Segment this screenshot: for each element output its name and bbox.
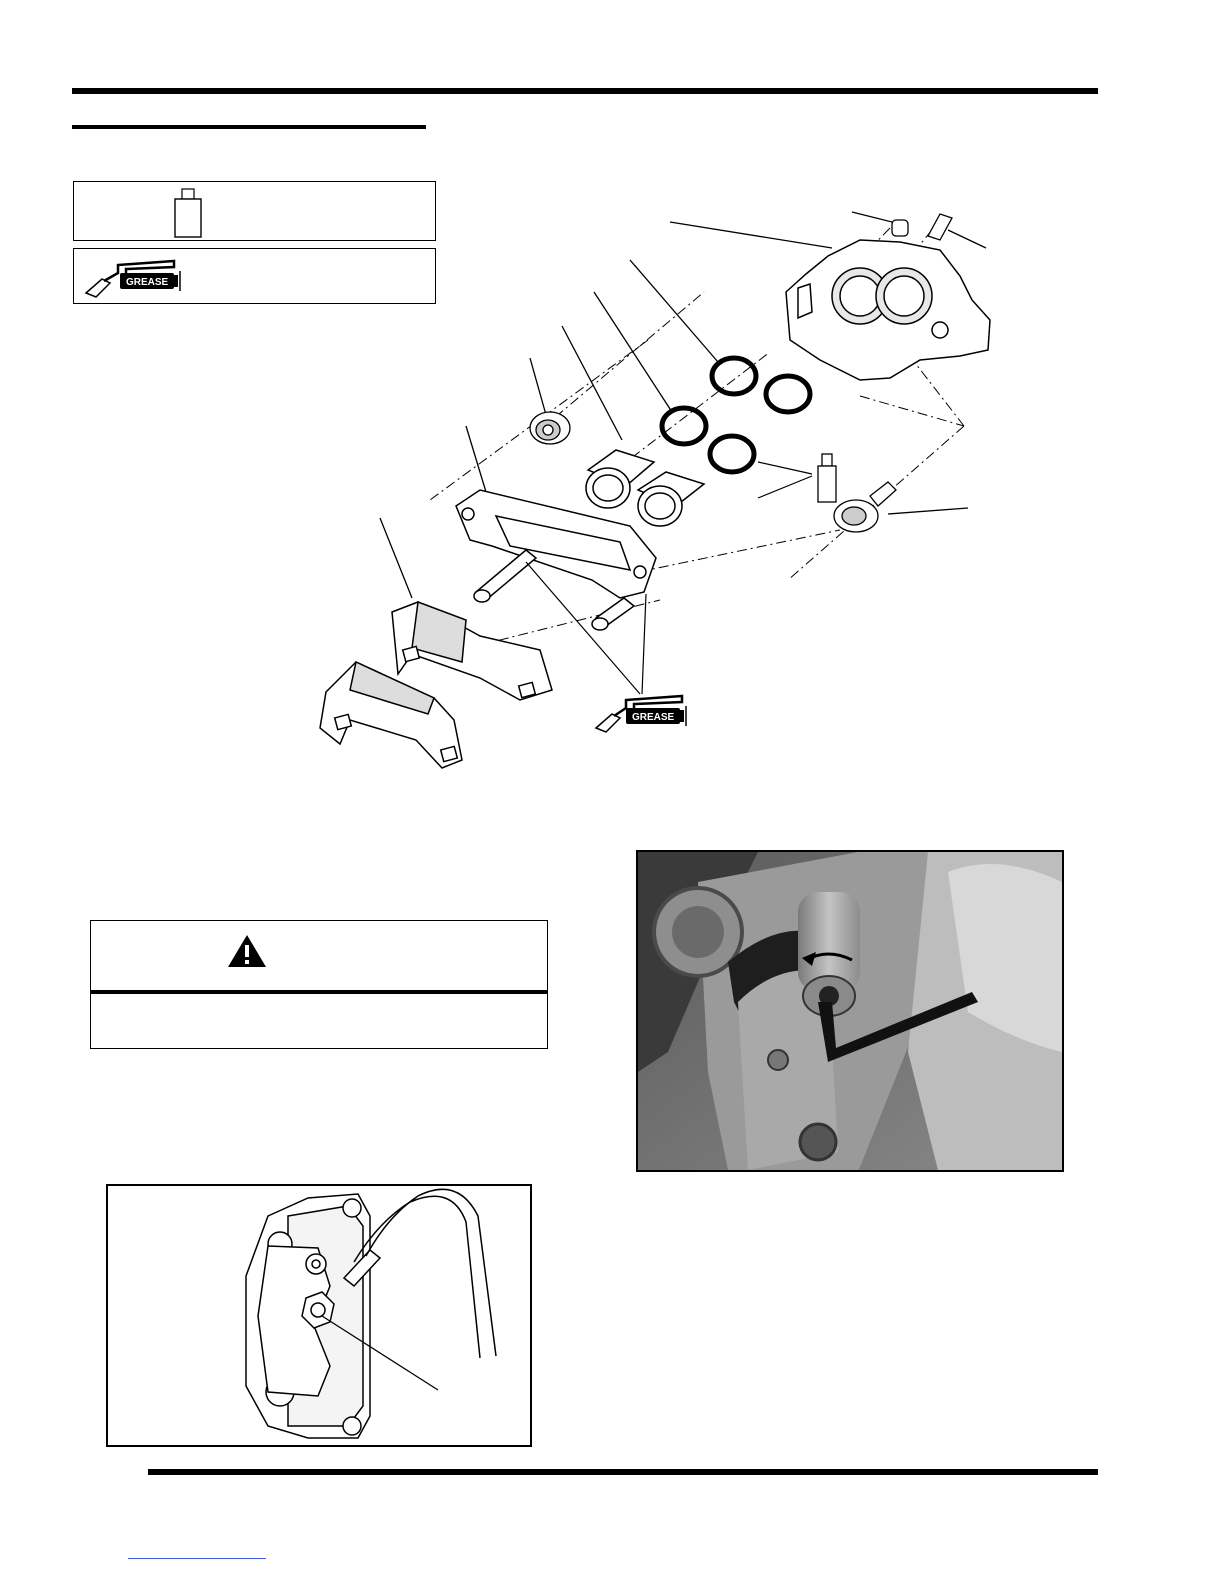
leader-bracket — [466, 426, 486, 492]
section-heading-rule — [72, 125, 426, 129]
brake-pads — [320, 602, 552, 768]
header-rule — [72, 88, 1098, 94]
leader-bleeder-valve — [948, 230, 986, 248]
inner-seal-right — [710, 436, 754, 472]
leader-pads — [380, 518, 412, 598]
caliper-body — [786, 240, 990, 380]
dust-boot — [530, 412, 570, 444]
leader-slide-pin — [888, 508, 968, 514]
photo-illustration — [638, 852, 1062, 1170]
footer-link-underline[interactable] — [128, 1558, 266, 1559]
slide-pin — [834, 482, 896, 532]
diagram-fluid-bottle-icon — [818, 454, 836, 502]
leader-bleeder-cap — [852, 212, 892, 222]
diagram-grease-label: GREASE — [632, 712, 675, 723]
warning-box — [90, 920, 548, 1049]
warning-divider — [90, 990, 548, 994]
caliper-front-diagram — [108, 1186, 530, 1445]
caliper-pin-removal-photo — [636, 850, 1064, 1172]
warning-triangle-icon — [226, 933, 268, 969]
outer-seal-upper-left — [712, 358, 756, 394]
footer-rule — [148, 1469, 1098, 1475]
bleeder-cap — [892, 220, 908, 236]
leader-outer-seal-1 — [630, 260, 718, 362]
diagram-grease-gun-icon — [596, 696, 686, 732]
legend-grease-label: GREASE — [126, 277, 169, 288]
caliper-line-drawing — [106, 1184, 532, 1447]
leader-piston — [562, 326, 622, 440]
outer-seal-upper-right — [766, 376, 810, 412]
leader-caliper-body — [670, 222, 832, 248]
caliper-exploded-diagram — [300, 200, 1020, 790]
bleeder-valve — [928, 214, 952, 240]
caliper-bracket — [456, 490, 656, 630]
inner-seal-left — [662, 408, 706, 444]
